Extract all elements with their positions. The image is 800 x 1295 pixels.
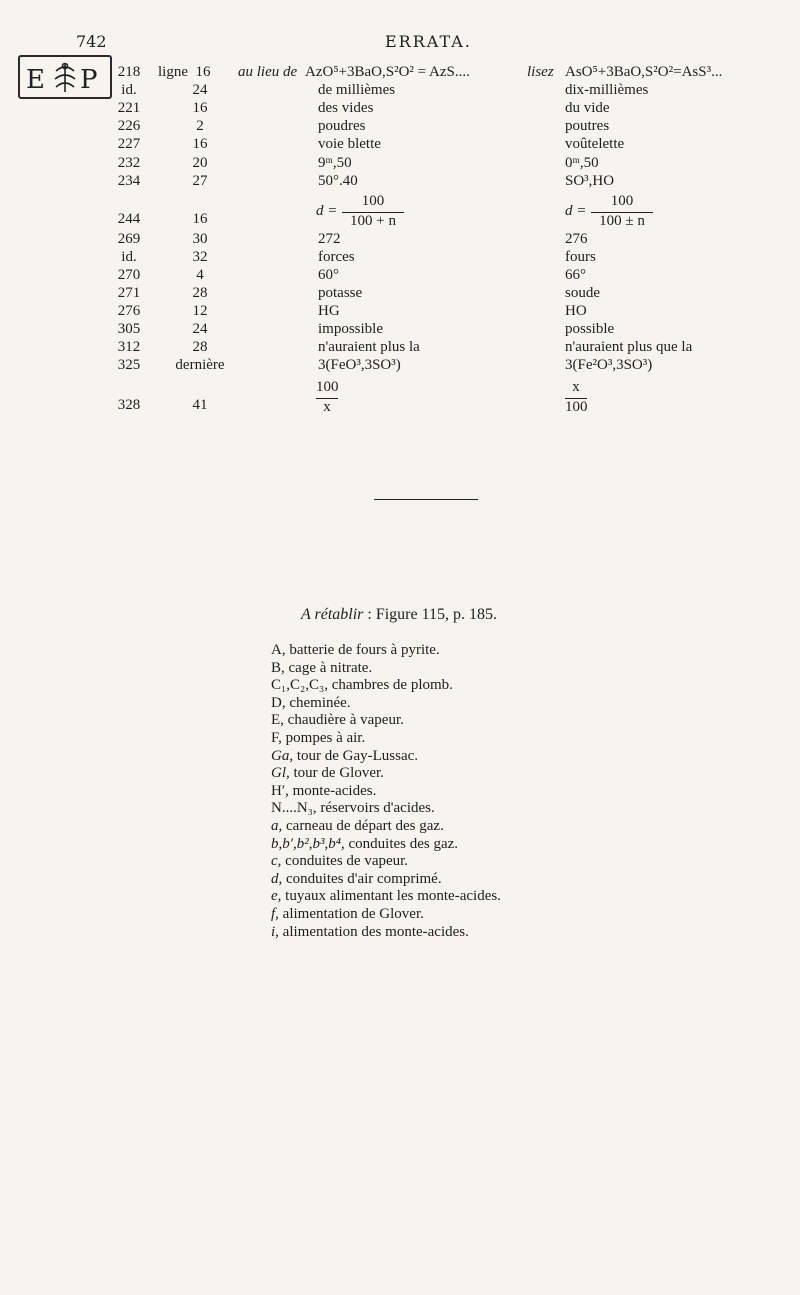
wrong-text: forces [318,249,355,265]
errata-line-ref: 4 [196,267,204,283]
errata-page-ref: id. [121,249,137,265]
errata-line-ref: 16 [192,136,208,152]
errata-line-ref: 24 [192,321,208,337]
legend-item [271,871,501,889]
correct-text: 0ᵐ,50 [565,155,599,171]
legend-text: chaudière à vapeur. [283,712,404,729]
legend-item [271,642,501,660]
restore-title-text [301,606,497,623]
fraction-lhs: d = [565,203,587,219]
legend-key: c, [271,853,282,870]
legend-item [271,660,501,678]
correct-text: poutres [565,118,610,134]
legend-key: a, [271,817,283,834]
errata-row [0,173,800,193]
errata-page-ref: 221 [117,100,141,116]
legend-text: monte-acides. [288,782,377,799]
errata-line-ref: 30 [192,231,208,247]
errata-row [0,249,800,269]
wrong-text: n'auraient plus la [318,339,420,355]
errata-page-ref: id. [121,82,137,98]
errata-page-ref: 325 [117,357,141,373]
section-divider [374,499,478,500]
figure-legend [271,642,501,941]
ligne-label: ligne [158,64,188,80]
errata-page-ref: 276 [117,303,141,319]
legend-text: pompes à air. [281,729,366,746]
legend-text: conduites des gaz. [344,835,459,852]
legend-key: e, [271,888,282,905]
au-lieu-de-label: au lieu de [238,64,298,80]
legend-key: B, [271,659,285,676]
legend-text: conduites de vapeur. [281,853,409,870]
correct-text: HO [565,303,587,319]
legend-item [271,818,501,836]
correct-text: AsO⁵+3BaO,S²O²=AsS³... [565,64,723,80]
errata-row [0,267,800,287]
fraction-numerator: x [572,379,580,395]
errata-row [0,100,800,120]
legend-key: A, [271,642,286,658]
correct-text: dix-millièmes [565,82,649,98]
running-title: ERRATA. [385,32,472,51]
errata-page-ref: 244 [117,211,141,227]
correct-text: 3(Fe²O³,3SO³) [565,357,653,373]
legend-key: F, [271,729,282,746]
wrong-text: potasse [318,285,363,301]
wrong-text: 272 [318,231,341,247]
errata-line-ref: 2 [196,118,204,134]
fraction-denominator: 100 + n [350,213,396,229]
wrong-text: 3(FeO³,3SO³) [318,357,401,373]
legend-item [271,748,501,766]
errata-page-ref: 269 [117,231,141,247]
legend-item [271,765,501,783]
fraction-numerator: 100 [610,193,634,209]
errata-row [0,193,800,229]
errata-line-ref: 12 [192,303,208,319]
errata-line-ref: 27 [192,173,208,189]
errata-row [0,339,800,359]
legend-key: Ga, [271,747,294,764]
errata-row [0,64,800,84]
legend-text: tuyaux alimentant les monte-acides. [281,888,501,905]
errata-page-ref: 271 [117,285,141,301]
errata-row [0,231,800,251]
legend-key: N....N₃, [271,800,317,817]
errata-page-ref: 312 [117,339,141,355]
errata-row [0,303,800,323]
legend-key: E, [271,712,284,729]
legend-item [271,888,501,906]
errata-page-ref: 305 [117,321,141,337]
wrong-text: HG [318,303,340,319]
restore-figure-ref: : Figure 115, p. 185. [367,606,497,623]
fraction-lhs: d = [316,203,338,219]
wrong-text: 9ᵐ,50 [318,155,352,171]
legend-key: d, [271,870,283,887]
errata-page-ref: 232 [117,155,141,171]
correct-text: du vide [565,100,610,116]
errata-page-ref: 234 [117,173,141,189]
wrong-text: voie blette [318,136,381,152]
errata-line-ref: dernière [175,357,225,373]
wrong-text: des vides [318,100,374,116]
legend-text: chambres de plomb. [327,677,453,694]
legend-text: tour de Glover. [289,765,384,782]
errata-line-ref: 28 [192,339,208,355]
legend-key: H′, [271,782,289,799]
errata-line-ref: 20 [192,155,208,171]
errata-row [0,118,800,138]
legend-text: batterie de fours à pyrite. [285,642,440,658]
legend-item [271,695,501,713]
legend-item [271,924,501,942]
svg-text:P: P [80,65,98,95]
svg-text:E: E [26,65,45,95]
lisez-label: lisez [527,64,554,80]
correct-text: soude [565,285,600,301]
correct-text: 276 [565,231,588,247]
fraction-denominator: x [323,399,331,415]
errata-row [0,321,800,341]
legend-text: conduites d'air comprimé. [282,870,442,887]
errata-line-ref: 16 [195,64,211,80]
legend-text: cheminée. [285,694,351,711]
restore-label: A rétablir [301,606,368,623]
wrong-text: de millièmes [318,82,396,98]
legend-text: tour de Gay-Lussac. [293,747,419,764]
legend-item [271,677,501,695]
legend-item [271,730,501,748]
wrong-text: 50°.40 [318,173,358,189]
legend-item [271,836,501,854]
legend-text: réservoirs d'acides. [316,800,435,817]
legend-key: f, [271,905,279,922]
legend-text: cage à nitrate. [284,659,373,676]
errata-line-ref: 32 [192,249,208,265]
errata-row [0,136,800,156]
fraction-numerator: 100 [361,193,385,209]
legend-item [271,853,501,871]
errata-line-ref: 41 [192,397,208,413]
fraction-numerator: 100 [316,379,339,395]
wrong-text: 60° [318,267,339,283]
correct-text: n'auraient plus que la [565,339,693,355]
correct-text: fours [565,249,596,265]
errata-line-ref: 24 [192,82,208,98]
errata-line-ref: 16 [192,211,208,227]
fraction-denominator: 100 ± n [599,213,645,229]
legend-key: b,b′,b²,b³,b⁴, [271,835,345,852]
legend-text: alimentation des monte-acides. [278,923,469,940]
correct-text: 66° [565,267,586,283]
errata-line-ref: 16 [192,100,208,116]
legend-item [271,800,501,818]
errata-page-ref: 328 [117,397,141,413]
wrong-text: impossible [318,321,384,337]
correct-text: voûtelette [565,136,625,152]
errata-page-ref: 227 [117,136,141,152]
restore-title [301,606,497,624]
legend-key: D, [271,694,286,711]
wrong-text: AzO⁵+3BaO,S²O² = AzS.... [305,64,470,80]
wrong-text: poudres [318,118,366,134]
errata-page-ref: 270 [117,267,141,283]
page-number: 742 [76,32,107,51]
errata-row [0,155,800,175]
fraction-denominator: 100 [565,399,588,415]
correct-text: possible [565,321,615,337]
legend-item [271,906,501,924]
correct-text: SO³,HO [565,173,615,189]
errata-row [0,379,800,415]
legend-key: Gl, [271,765,290,782]
errata-page-ref: 218 [117,64,141,80]
legend-text: alimentation de Glover. [278,905,424,922]
legend-item [271,712,501,730]
errata-row [0,285,800,305]
errata-row [0,357,800,377]
errata-row [0,82,800,102]
legend-key: C₁,C₂,C₃, [271,677,328,694]
errata-page-ref: 226 [117,118,141,134]
legend-item [271,783,501,801]
errata-line-ref: 28 [192,285,208,301]
legend-text: carneau de départ des gaz. [282,817,444,834]
legend-key: i, [271,923,279,940]
